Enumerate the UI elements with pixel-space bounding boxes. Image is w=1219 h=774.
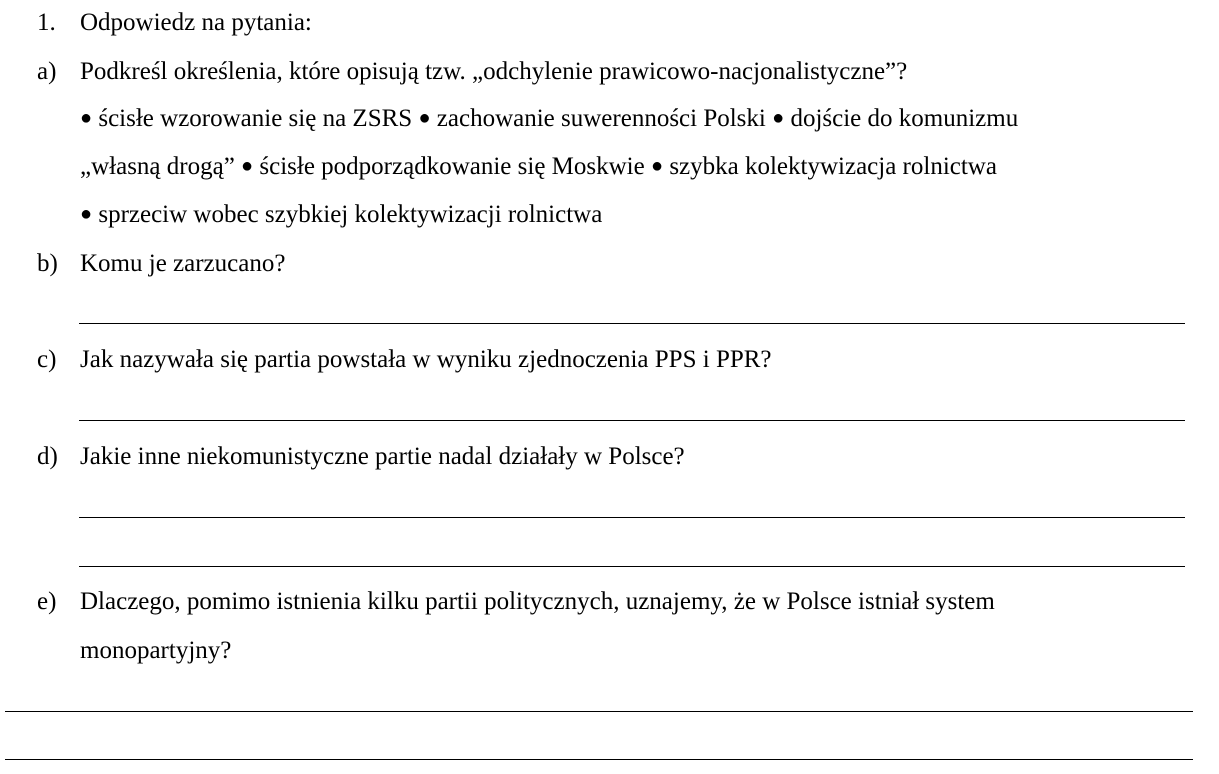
answer-line-d-1[interactable] [79,517,1185,518]
question-a-text: Podkreśl określenia, które opisują tzw. „odchylenie prawicowo-nacjonalistyczne”? [80,58,908,85]
bullet-icon: ● [80,107,93,129]
question-d-label: d) [37,443,58,470]
answer-line-e-1[interactable] [5,711,1193,712]
question-d-text: Jakie inne niekomunistyczne partie nadal działały w Polsce? [80,443,685,470]
bullet-icon: ● [241,155,254,177]
option-4[interactable]: ścisłe podporządkowanie się Moskwie [259,153,645,180]
answer-line-b[interactable] [79,323,1185,324]
option-1[interactable]: ścisłe wzorowanie się na ZSRS [98,105,413,132]
bullet-icon: ● [418,107,431,129]
heading-text: Odpowiedz na pytania: [80,9,312,36]
question-e-text-line-1: Dlaczego, pomimo istnienia kilku partii politycznych, uznajemy, że w Polsce istniał system [80,588,995,615]
answer-line-c[interactable] [79,420,1185,421]
option-3-part-2[interactable]: „własną drogą” [80,153,235,180]
bullet-icon: ● [80,203,93,225]
question-e-label: e) [37,588,57,615]
question-a-label: a) [37,58,57,85]
option-3-part-1[interactable]: dojście do komunizmu [790,105,1019,132]
heading-number: 1. [37,9,56,36]
question-c-label: c) [37,346,57,373]
option-2[interactable]: zachowanie suwerenności Polski [436,105,766,132]
question-b-text: Komu je zarzucano? [80,250,286,277]
question-c-text: Jak nazywała się partia powstała w wyniku zjednoczenia PPS i PPR? [80,346,772,373]
bullet-icon: ● [772,107,785,129]
answer-line-e-2[interactable] [5,759,1193,760]
question-e-text-line-2: monopartyjny? [80,637,232,664]
bullet-icon: ● [650,155,664,177]
question-b-label: b) [37,250,58,277]
answer-line-d-2[interactable] [79,566,1185,567]
option-5[interactable]: szybka kolektywizacja rolnictwa [669,153,997,180]
option-6[interactable]: sprzeciw wobec szybkiej kolektywizacji rolnictwa [98,201,603,228]
